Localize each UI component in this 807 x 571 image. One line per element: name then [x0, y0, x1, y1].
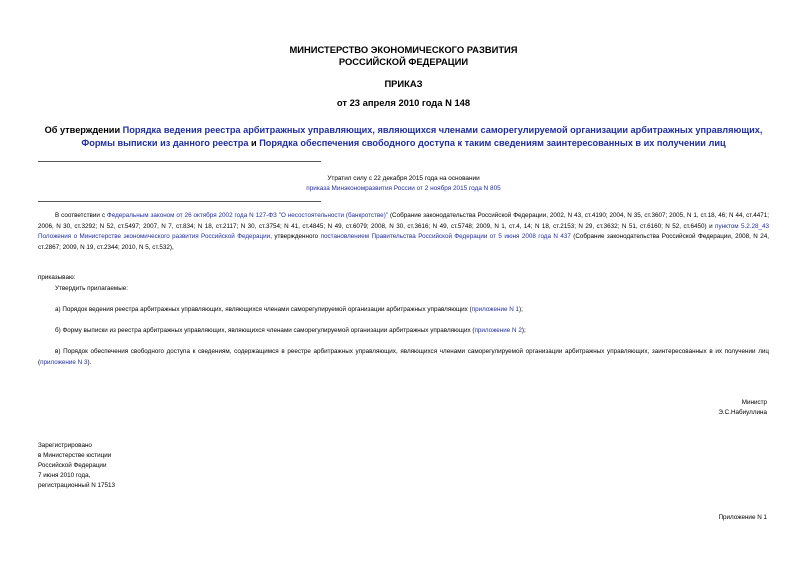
title-conjunction: и	[248, 138, 260, 148]
item-a-end: );	[519, 306, 523, 313]
ministry-name-line2: РОССИЙСКОЙ ФЕДЕРАЦИИ	[338, 56, 469, 67]
item-a	[55, 305, 769, 316]
item-b-text: б) Форму выписки из реестра арбитражных управляющих, являющихся членами саморегулируемой организации арбитражных управляющих (	[55, 327, 475, 334]
appendix-1-link[interactable]: приложение N 1	[471, 306, 520, 313]
registration-line5: регистрационный N 17513	[38, 482, 116, 489]
title-prefix: Об утверждении	[44, 125, 123, 135]
document-type: ПРИКАЗ	[384, 78, 423, 89]
appendix-2-link[interactable]: приложение N 2	[474, 327, 522, 334]
item-a-text: а) Порядок ведения реестра арбитражных управляющих, являющихся членами саморегулируемой организации арбитражных управляющих (	[55, 306, 472, 313]
item-b-end: );	[521, 327, 526, 334]
document-title	[36, 124, 771, 150]
preamble-text-3: , утвержденного	[270, 233, 321, 240]
approve-line: Утвердить прилагаемые:	[55, 285, 128, 292]
preamble-text-1: В соответствии с	[55, 212, 107, 219]
document-date: от 23 апреля 2010 года N 148	[336, 97, 471, 108]
item-c	[38, 347, 769, 368]
registration-line3: Российской Федерации	[38, 462, 107, 469]
federal-law-link[interactable]: Федеральным законом от 26 октября 2002 года N 127-ФЗ "О несостоятельности (банкротстве)"	[106, 212, 389, 219]
title-link-procedure-access[interactable]: Порядка обеспечения свободного доступа к таким сведениям заинтересованных в их получении лиц	[259, 138, 726, 148]
item-c-text: в) Порядок обеспечения свободного доступа к сведениям, содержащимся в реестре арбитражных управляющих, являющихся членами саморегулируемой организации арбитражных управляющих, заинтересованных в их получении лиц (	[38, 348, 769, 366]
ministry-name-line1: МИНИСТЕРСТВО ЭКОНОМИЧЕСКОГО РАЗВИТИЯ	[289, 44, 518, 55]
item-b	[55, 326, 769, 337]
expiry-note: Утратил силу с 22 декабря 2015 года на основании	[327, 175, 480, 182]
registration-line4: 7 июня 2010 года,	[38, 472, 91, 479]
title-link-procedure-register[interactable]: Порядка ведения реестра арбитражных управляющих, являющихся членами саморегулируемой организации арбитражных управляющих, Формы выписки из данного реестра	[81, 125, 763, 148]
order-word: приказываю:	[38, 274, 76, 281]
expiry-order-link[interactable]: приказа Минэкономразвития России от 2 ноября 2015 года N 805	[306, 185, 501, 192]
appendix-label: Приложение N 1	[718, 514, 767, 521]
preamble-paragraph	[38, 211, 769, 253]
preamble-text-4: (Собрание законодательства Российской Федерации, 2008, N 24, ст.2867; 2009, N 19, ст.2344; 2010, N 5, ст.532),	[38, 233, 769, 251]
separator-top	[38, 161, 321, 162]
appendix-3-link[interactable]: приложение N 3	[40, 358, 88, 366]
signature-title: Министр	[741, 399, 767, 406]
government-decree-link[interactable]: постановлением Правительства Российской Федерации от 5 июня 2008 года N 437	[320, 233, 571, 240]
item-c-end: ).	[87, 358, 92, 366]
preamble-text-2: (Собрание законодательства Российской Федерации, 2002, N 43, ст.4190; 2004, N 35, ст.3607; 2005, N 1, ст.18, 46; N 44, ст.4471; 2006, N 30, ст.3292; N 52, ст.5497; 2007, N 7, ст.834; N 18, ст.2117; N 30, ст.3754; N 41, ст.4845; N 49, ст.6079; 2008, N 30, ст.3616; N 49, ст.5748; 2009, N 1, ст.4, 14; N 18, ст.2153; N 29, ст.3632; N 51, ст.6160; N 52, ст.6450) и	[38, 212, 769, 230]
registration-line2: в Министерстве юстиции	[38, 452, 112, 459]
signature-name: Э.С.Набиуллина	[718, 409, 767, 416]
expiry-note-link-line	[0, 185, 807, 192]
regulation-clause-link[interactable]: пунктом 5.2.28_43 Положения о Министерстве экономического развития Российской Федерации	[38, 222, 769, 240]
separator-bottom	[38, 201, 321, 202]
registration-line1: Зарегистрировано	[38, 442, 92, 449]
